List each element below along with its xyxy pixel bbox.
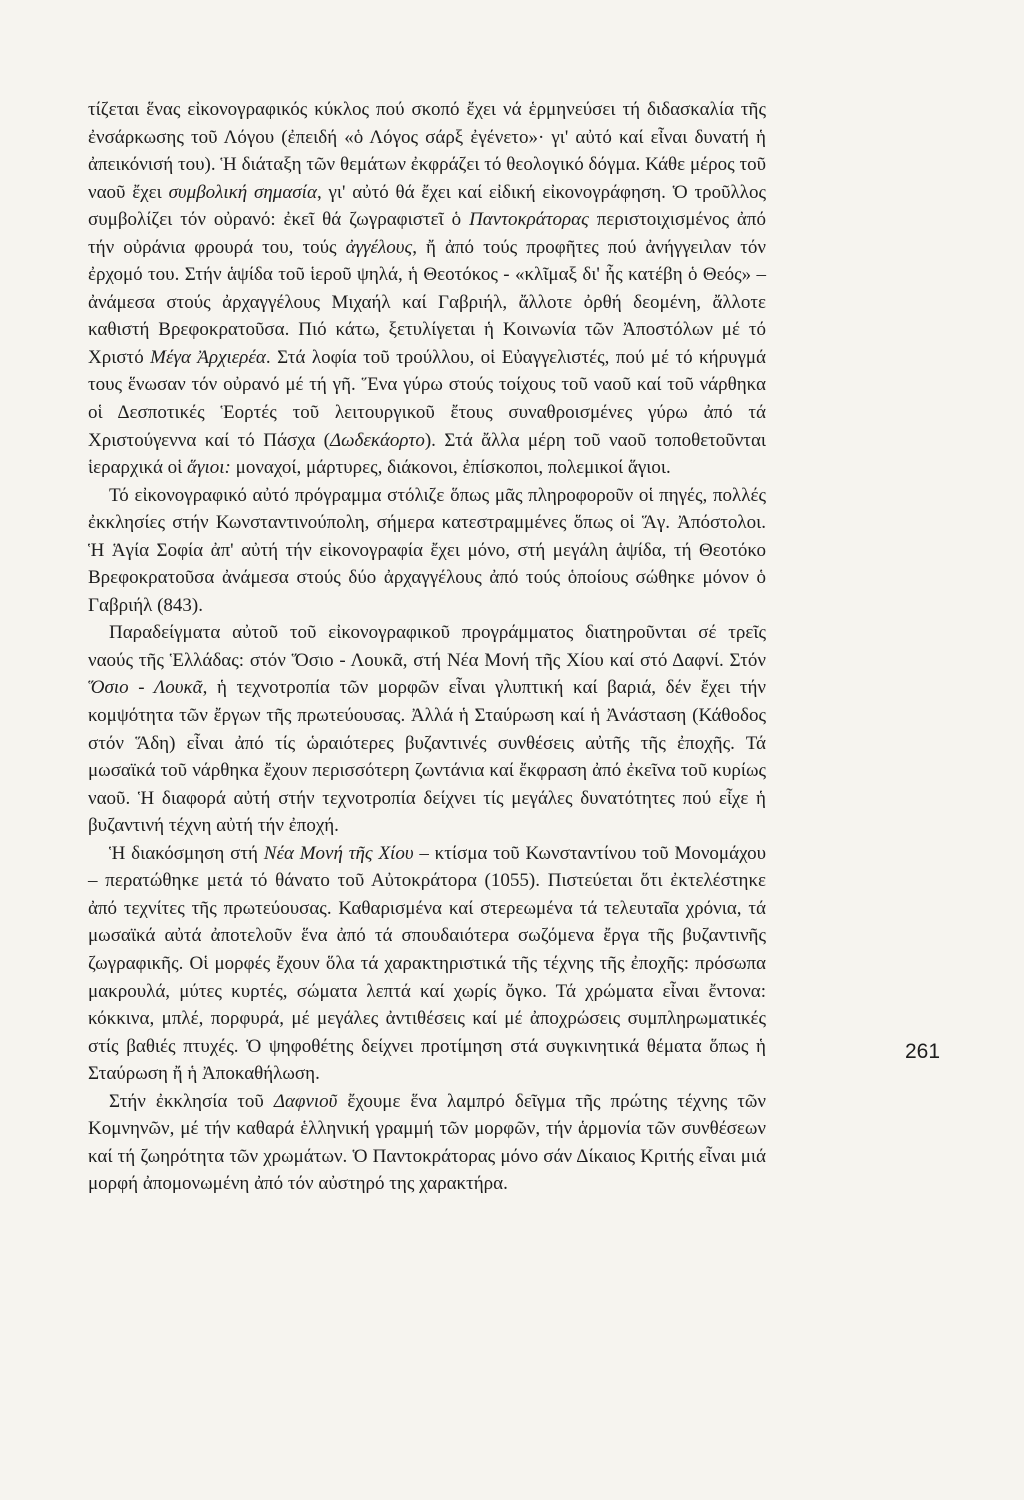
body-text [88, 96, 766, 1198]
italic-term: ἀγγέλους [345, 236, 413, 258]
text-run: μοναχοί, μάρτυρες, διάκονοι, ἐπίσκοποι, πολεμικοί ἅγιοι. [230, 457, 671, 479]
text-run: . Στά λοφία τοῦ τρούλλου, οἱ Εὐαγγελιστές, πού μέ τό κήρυγμά τους ἕνωσαν τόν οὐρανό μέ τή γῆ. Ἕνα γύρω στούς τοίχους τοῦ ναοῦ καί τοῦ νάρθηκα οἱ Δεσποτικές Ἑορτές τοῦ λειτουργικοῦ ἔτους συναθροισμένες γύρω ἀπό τά Χριστούγεννα καί τό Πάσχα ( [88, 346, 766, 451]
page-number: 261 [905, 1040, 941, 1063]
italic-term: Δαφνιοῦ [273, 1090, 338, 1112]
text-run: περιστοιχισμένος ἀπό τήν οὐράνια φρουρά του, τούς [88, 209, 766, 258]
text-run: τίζεται ἕνας εἰκονογραφικός κύκλος πού σκοπό ἔχει νά ἑρμηνεύσει τή διδασκαλία τῆς ἐνσάρκωσης τοῦ Λόγου (ἐπειδή «ὁ Λόγος σάρξ ἐγένετο»· γι' αὐτό καί εἶναι δυνατή ἡ ἀπεικόνισή του). Ἡ διάταξη τῶν θεμάτων ἐκφράζει τό θεολογικό δόγμα. Κάθε μέρος τοῦ ναοῦ ἔχει [88, 99, 766, 203]
text-run: Τό εἰκονογραφικό αὐτό πρόγραμμα στόλιζε ὅπως μᾶς πληροφοροῦν οἱ πηγές, πολλές ἐκκλησίες στήν Κωνσταντινούπολη, σήμερα κατεστραμμένες ὅπως οἱ Ἅγ. Ἀπόστολοι. Ἡ Ἁγία Σοφία ἀπ' αὐτή τήν εἰκονογραφία ἔχει μόνο, στή μεγάλη ἁψίδα, τή Θεοτόκο Βρεφοκρατοῦσα ἀνάμεσα στούς δύο ἀρχαγγέλους ἀπό τούς ὁποίους σώθηκε μόνον ὁ Γαβριήλ (843). [88, 484, 766, 616]
italic-term: Μέγα Ἀρχιερέα [150, 346, 266, 368]
italic-term: Δωδεκάορτο [329, 429, 425, 451]
text-run: ). Στά ἄλλα μέρη τοῦ ναοῦ τοποθετοῦνται ἱεραρχικά οἱ [88, 429, 767, 479]
italic-term: Ὅσιο - Λουκᾶ [88, 677, 203, 699]
italic-term: Νέα Μονή τῆς Χίου [263, 842, 414, 864]
text-run: Ἡ διακόσμηση στή [109, 842, 264, 864]
text-run: Στήν ἐκκλησία τοῦ [109, 1090, 274, 1112]
text-run: , ἡ τεχνοτροπία τῶν μορφῶν εἶναι γλυπτική καί βαριά, δέν ἔχει τήν κομψότητα τῶν ἔργων τῆς πρωτεύουσας. Ἀλλά ἡ Σταύρωση καί ἡ Ἀνάσταση (Κάθοδος στόν Ἅδη) εἶναι ἀπό τίς ὡραιότερες βυζαντινές συνθέσεις αὐτῆς τῆς ἐποχῆς. Τά μωσαϊκά τοῦ νάρθηκα ἔχουν περισσότερη ζωντάνια καί ἔκφραση ἀπό ἐκεῖνα τοῦ κυρίως ναοῦ. Ἡ διαφορά αὐτή στήν τεχνοτροπία δείχνει τίς μεγάλες δυνατότητες πού εἶχε ἡ βυζαντινή τέχνη αὐτή τήν ἐποχή. [88, 677, 766, 837]
paragraph-5 [88, 1088, 766, 1198]
italic-term: Παντοκράτορας [469, 209, 589, 231]
italic-term: συμβολική σημασία [168, 181, 317, 203]
paragraph-1 [88, 96, 766, 482]
text-run: Παραδείγματα αὐτοῦ τοῦ εἰκονογραφικοῦ προγράμματος διατηροῦνται σέ τρεῖς ναούς τῆς Ἑλλάδας: στόν Ὅσιο - Λουκᾶ, στή Νέα Μονή τῆς Χίου καί στό Δαφνί. Στόν [88, 622, 766, 671]
paragraph-4 [88, 840, 766, 1088]
text-run: ἔχουμε ἕνα λαμπρό δεῖγμα τῆς πρώτης τέχνης τῶν Κομνηνῶν, μέ τήν καθαρά ἑλληνική γραμμή τῶν μορφῶν, τήν ἁρμονία τῶν συνθέσεων καί τή ζωηρότητα τῶν χρωμάτων. Ὁ Παντοκράτορας μόνο σάν Δίκαιος Κριτής εἶναι μιά μορφή ἀπομονωμένη ἀπό τόν αὐστηρό της χαρακτήρα. [88, 1090, 766, 1195]
paragraph-2 [88, 482, 766, 620]
text-run: – κτίσμα τοῦ Κωνσταντίνου τοῦ Μονομάχου – περατώθηκε μετά τό θάνατο τοῦ Αὐτοκράτορα (1055). Πιστεύεται ὅτι ἐκτελέστηκε ἀπό τεχνίτες τῆς πρωτεύουσας. Καθαρισμένα καί στερεωμένα τά τελευταῖα χρόνια, τά μωσαϊκά αὐτά ἀποτελοῦν ἕνα ἀπό τά σπουδαιότερα σωζόμενα ἔργα τῆς βυζαντινῆς ζωγραφικῆς. Οἱ μορφές ἔχουν ὅλα τά χαρακτηριστικά τῆς τέχνης τῆς ἐποχῆς: πρόσωπα μακρουλά, μύτες κυρτές, σώματα λεπτά καί χωρίς ὄγκο. Τά χρώματα εἶναι ἔντονα: κόκκινα, μπλέ, πορφυρά, μέ μεγάλες ἀντιθέσεις καί μέ ἀποχρώσεις συμπληρωματικές στίς βαθιές πτυχές. Ὁ ψηφοθέτης δείχνει προτίμηση στά συγκινητικά θέματα ὅπως ἡ Σταύρωση ἤ ἡ Ἀποκαθήλωση. [88, 842, 766, 1085]
paragraph-3 [88, 619, 766, 839]
text-run: , ἤ ἀπό τούς προφῆτες πού ἀνήγγειλαν τόν ἐρχομό του. Στήν ἁψίδα τοῦ ἱεροῦ ψηλά, ἡ Θεοτόκος - «κλῖμαξ δι' ἧς κατέβη ὁ Θεός» – ἀνάμεσα στούς ἀρχαγγέλους Μιχαήλ καί Γαβριήλ, ἄλλοτε ὀρθή δεομένη, ἄλλοτε καθιστή Βρεφοκρατοῦσα. Πιό κάτω, ξετυλίγεται ἡ Κοινωνία τῶν Ἀποστόλων μέ τό Χριστό [88, 236, 767, 368]
text-run: , γι' αὐτό θά ἔχει καί εἰδική εἰκονογράφηση. Ὁ τροῦλλος συμβολίζει τόν οὐρανό: ἐκεῖ θά ζωγραφιστεῖ ὁ [88, 181, 766, 231]
italic-term: ἅγιοι: [187, 457, 231, 479]
